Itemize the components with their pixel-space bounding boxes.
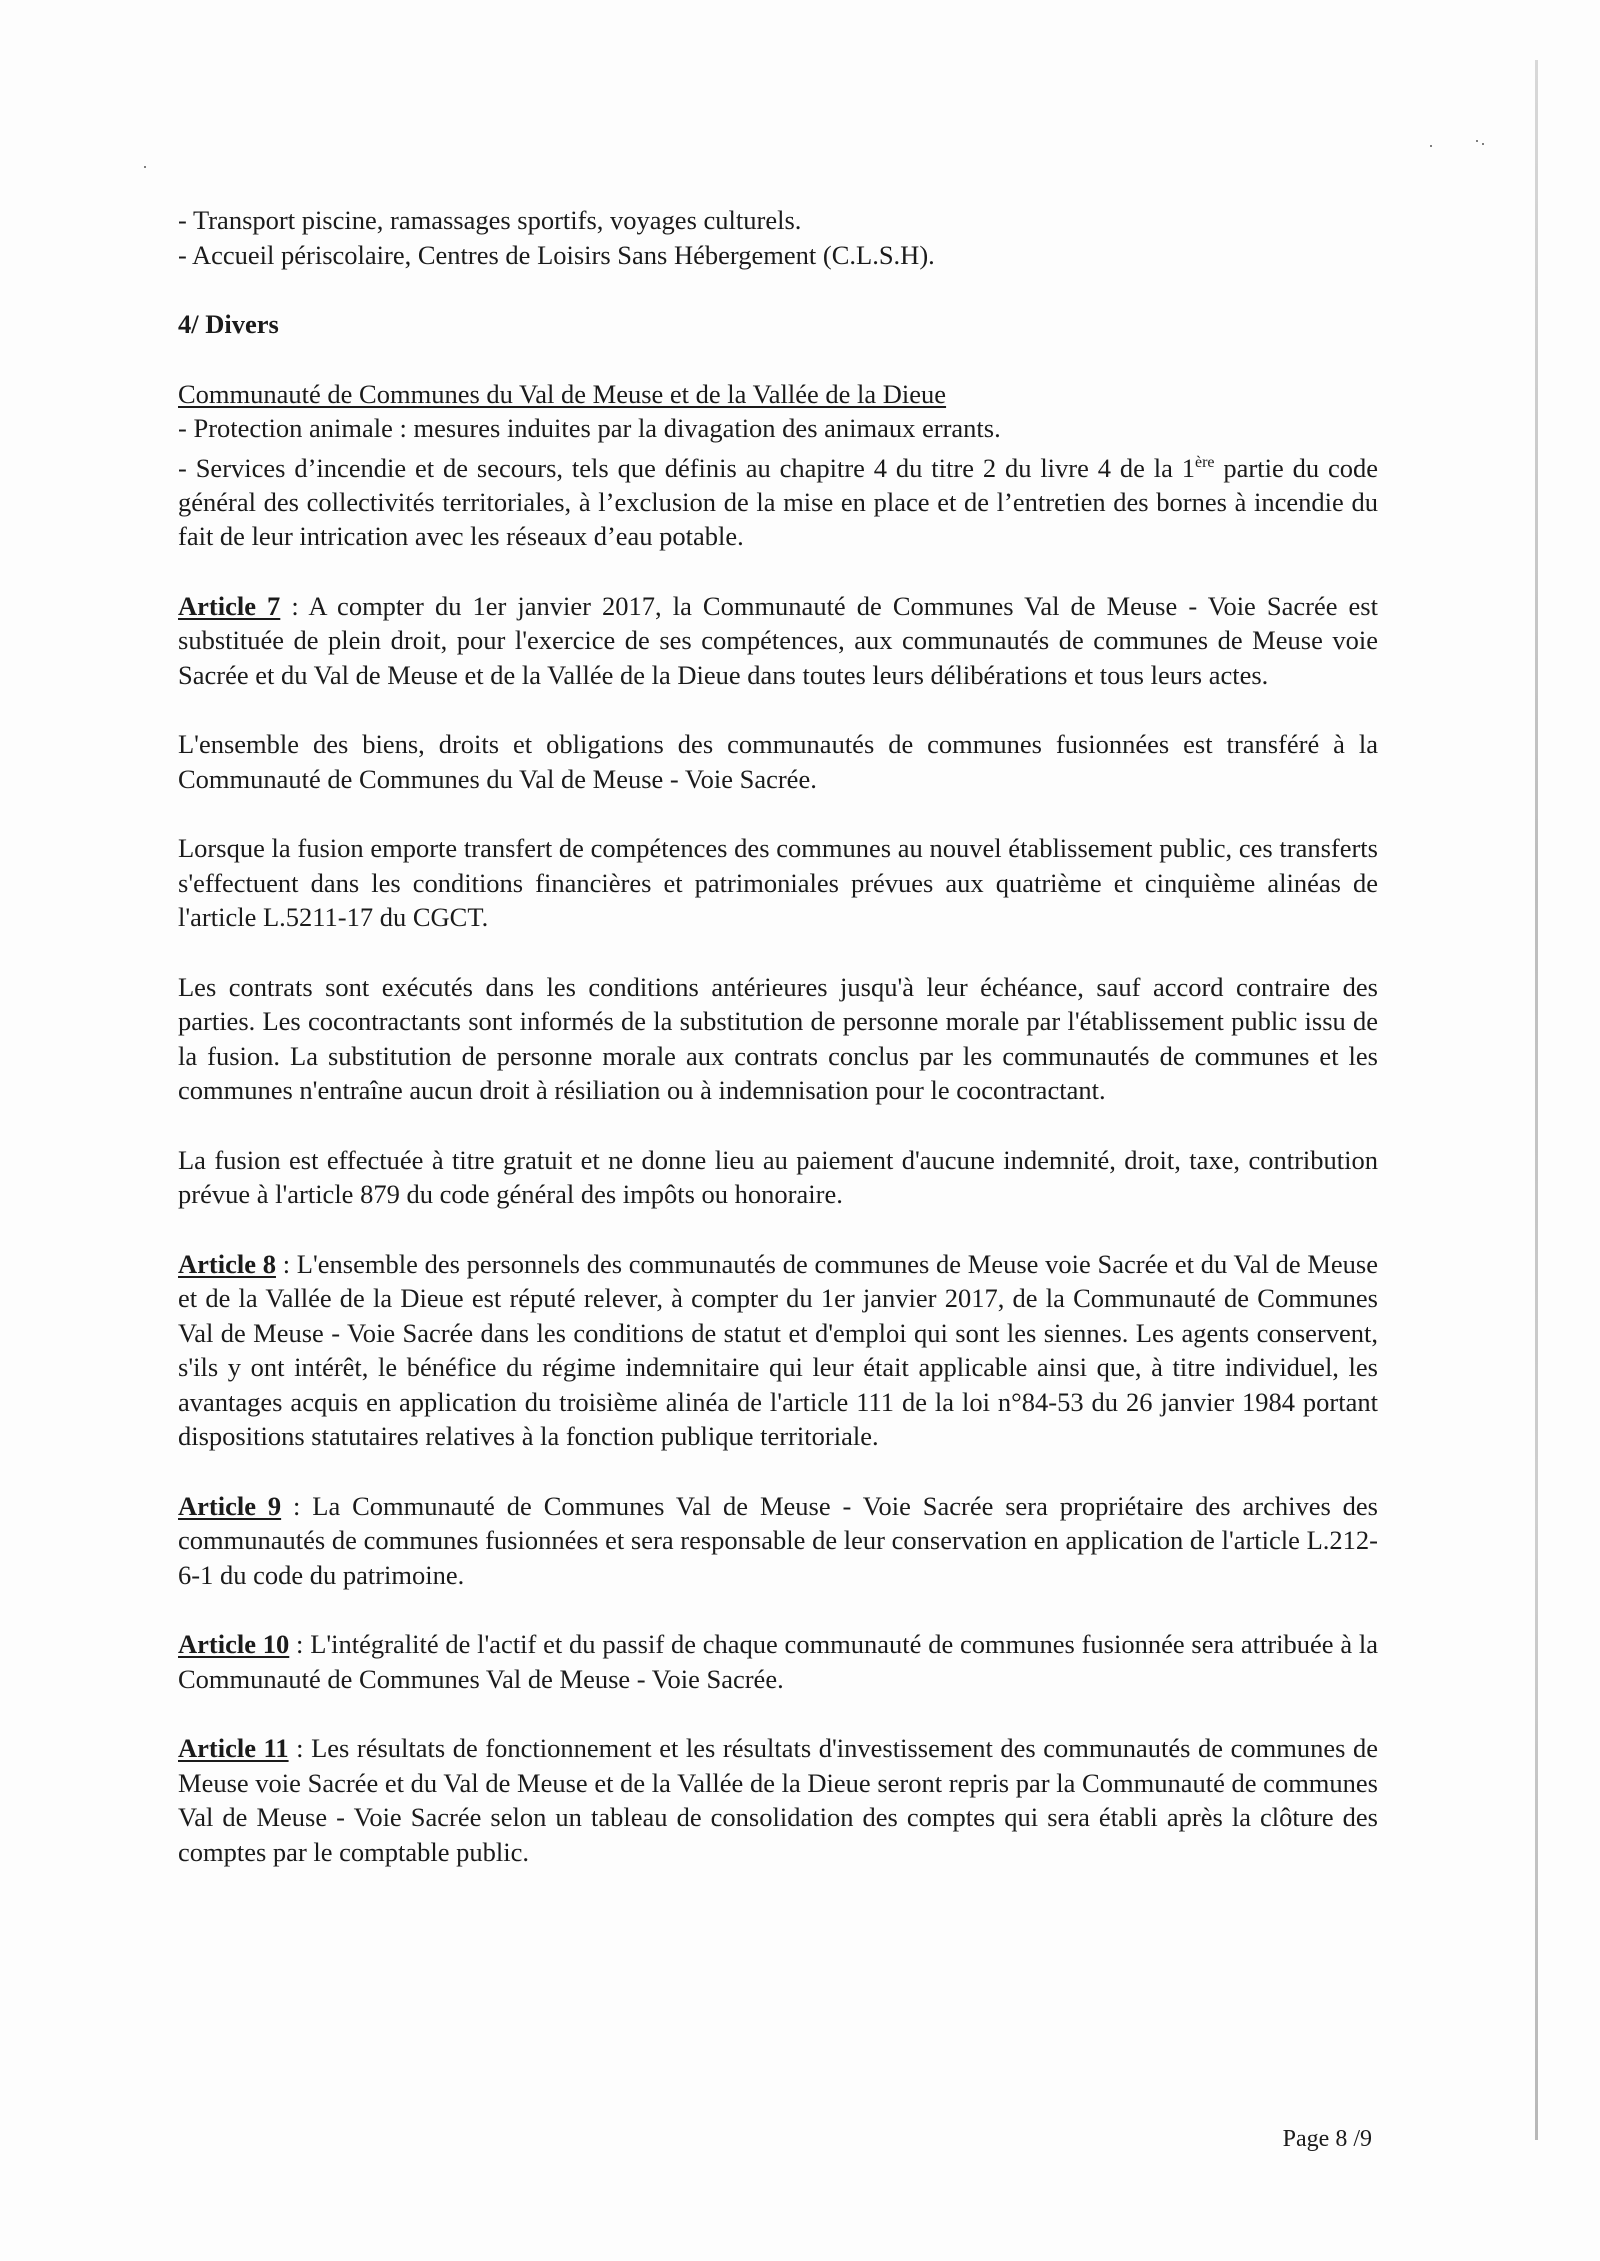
page-number: Page 8 /9 (1282, 2126, 1372, 2152)
article-7-paragraph: Article 7 : A compter du 1er janvier 2017, la Communauté de Communes Val de Meuse - Voie Sacrée est substituée de plein droit, pour l'exercice de ses compétences, aux communautés de communes de Meuse voie Sacrée et du Val de Meuse et de la Vallée de la Dieue dans toutes leurs délibérations et tous leurs actes. (178, 590, 1378, 690)
scan-edge-shadow (1535, 60, 1538, 2140)
article-10-label: Article 10 (178, 1629, 290, 1660)
article-9-label: Article 9 (178, 1490, 282, 1521)
scan-speck (1482, 143, 1484, 145)
article-9-paragraph: Article 9 : La Communauté de Communes Val de Meuse - Voie Sacrée sera propriétaire des archives des communautés de communes fusionnées et sera responsable de leur conservation en application de l'article L.212-6-1 du code du patrimoine. (178, 1490, 1378, 1590)
article-7-paragraph-2: L'ensemble des biens, droits et obligations des communautés de communes fusionnées est transféré à la Communauté de Communes du Val de Meuse - Voie Sacrée. (178, 729, 1378, 794)
list-item-incendie: - Services d’incendie et de secours, tels que définis au chapitre 4 du titre 2 du livre 4 de la 1ère partie du code général des collectivités territoriales, à l’exclusion de la mise en place et de l’entretien des bornes à incendie du fait de leur intrication avec les réseaux d’eau potable. (178, 452, 1378, 552)
article-8-paragraph: Article 8 : L'ensemble des personnels des communautés de communes de Meuse voie Sacrée et du Val de Meuse et de la Vallée de la Dieue est réputé relever, à compter du 1er janvier 2017, de la Communauté de Communes Val de Meuse - Voie Sacrée dans les conditions de statut et d'emploi qui sont les siennes. Les agents conservent, s'ils y ont intérêt, le bénéfice du régime indemnitaire qui leur était applicable ainsi que, à titre individuel, les avantages acquis en application du troisième alinéa de l'article 111 de la loi n°84-53 du 26 janvier 1984 portant dispositions statutaires relatives à la fonction publique territoriale. (178, 1248, 1378, 1452)
article-11-paragraph: Article 11 : Les résultats de fonctionnement et les résultats d'investissement des communautés de communes de Meuse voie Sacrée et du Val de Meuse et de la Vallée de la Dieue seront repris par la Communauté de communes Val de Meuse - Voie Sacrée selon un tableau de consolidation des comptes qui sera établi après la clôture des comptes par le comptable public. (178, 1733, 1378, 1867)
scan-speck (1476, 140, 1478, 142)
section-heading-divers: 4/ Divers (178, 309, 279, 339)
list-item-protection: - Protection animale : mesures induites par la divagation des animaux errants. (178, 413, 1001, 443)
article-7-paragraph-3: Lorsque la fusion emporte transfert de compétences des communes au nouvel établissement public, ces transferts s'effectuent dans les conditions financières et patrimoniales prévues aux quatrième et cinquième alinéas de l'article L.5211-17 du CGCT. (178, 833, 1378, 933)
article-7-paragraph-4: Les contrats sont exécutés dans les conditions antérieures jusqu'à leur échéance, sauf accord contraire des parties. Les cocontractants sont informés de la substitution de personne morale par l'établissement public issu de la fusion. La substitution de personne morale aux contrats conclus par les communautés de communes et les communes n'entraîne aucun droit à résiliation ou à indemnisation pour le cocontractant. (178, 971, 1378, 1106)
scan-speck (144, 166, 146, 168)
article-10-paragraph: Article 10 : L'intégralité de l'actif et du passif de chaque communauté de communes fusionnée sera attribuée à la Communauté de Communes Val de Meuse - Voie Sacrée. (178, 1629, 1378, 1694)
document-body (178, 203, 1378, 1869)
section-subheading: Communauté de Communes du Val de Meuse et de la Vallée de la Dieue (178, 378, 947, 409)
list-item-transport: - Transport piscine, ramassages sportifs, voyages culturels. (178, 205, 802, 235)
article-7-label: Article 7 (178, 590, 281, 621)
article-8-label: Article 8 (178, 1248, 276, 1279)
list-item-accueil: - Accueil périscolaire, Centres de Loisirs Sans Hébergement (C.L.S.H). (178, 239, 935, 270)
article-7-paragraph-5: La fusion est effectuée à titre gratuit et ne donne lieu au paiement d'aucune indemnité, droit, taxe, contribution prévue à l'article 879 du code général des impôts ou honoraire. (178, 1144, 1378, 1210)
article-11-label: Article 11 (178, 1733, 289, 1764)
scan-speck (1430, 145, 1432, 147)
